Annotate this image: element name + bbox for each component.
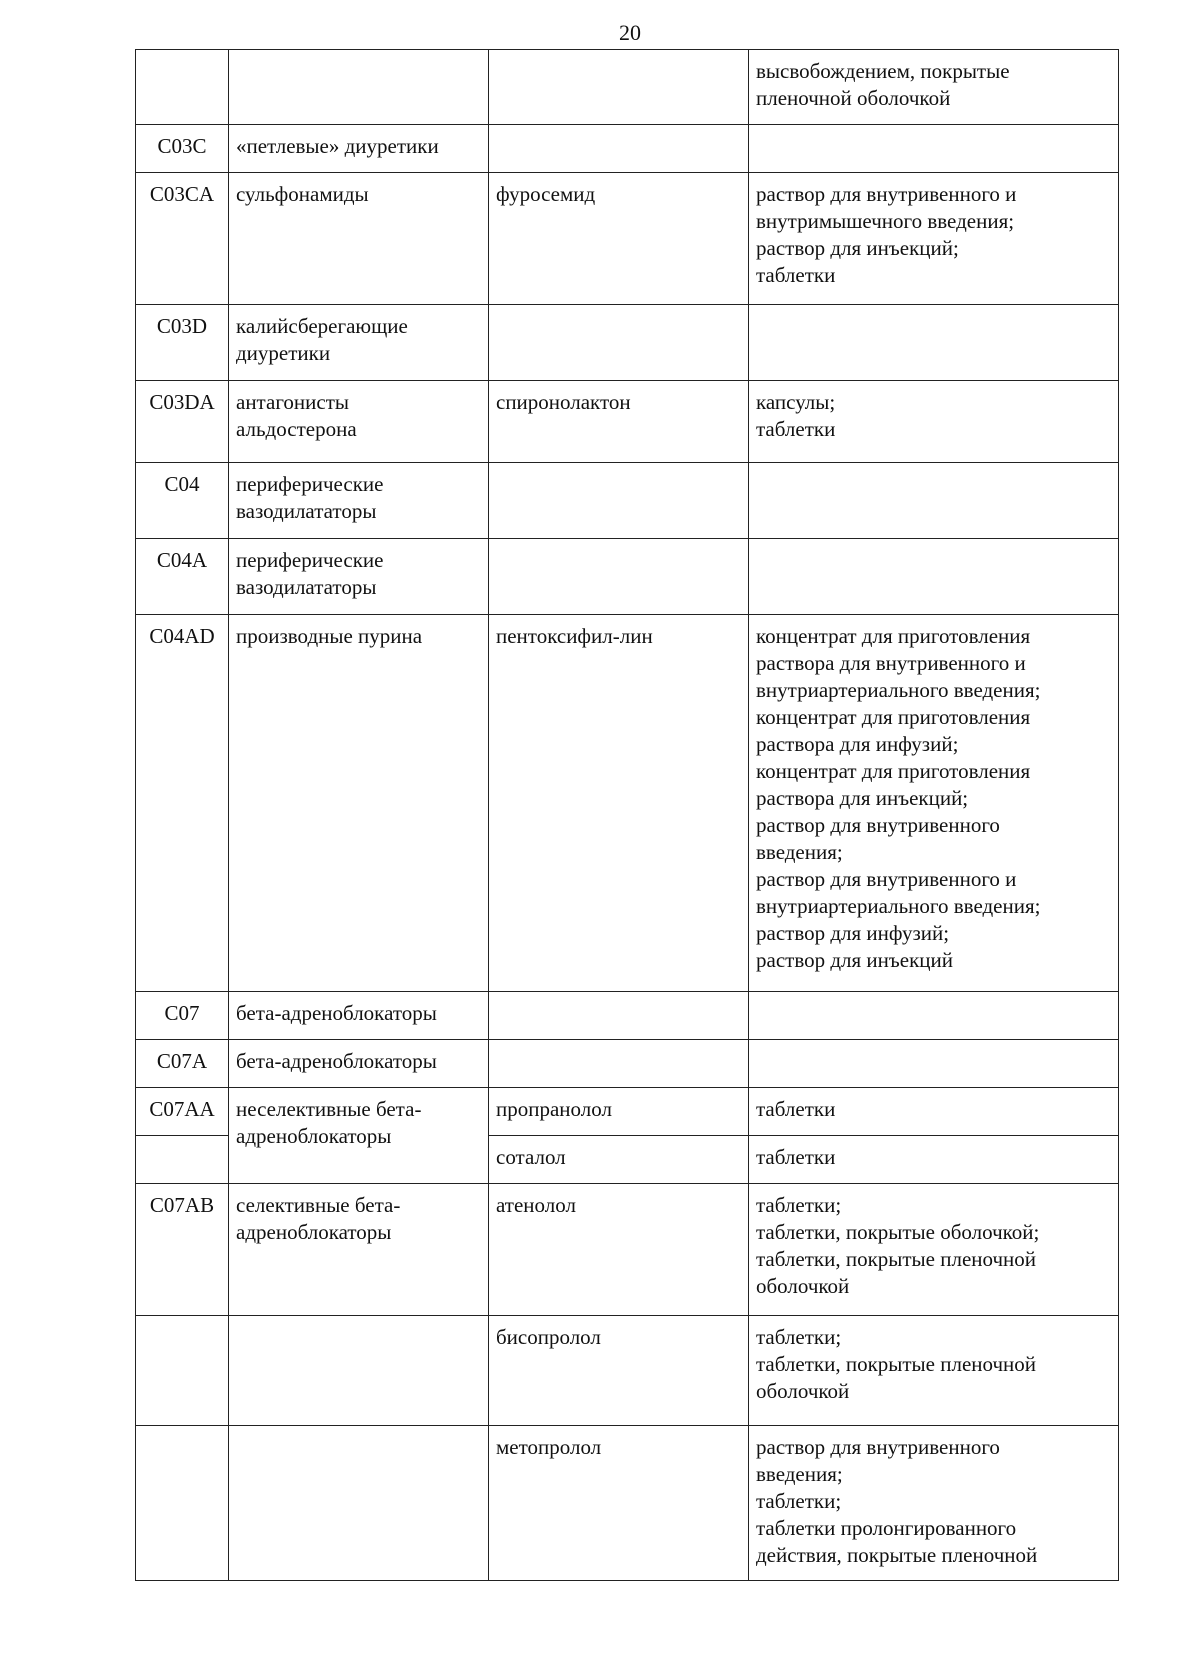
drug-cell (489, 539, 749, 615)
table-row (136, 539, 1119, 615)
group-cell: производные пурина (229, 615, 489, 992)
group-cell (229, 1426, 489, 1581)
drug-cell: фуросемид (489, 173, 749, 305)
table-row (136, 173, 1119, 305)
group-cell (229, 1316, 489, 1426)
dosage-forms-cell: таблетки; таблетки, покрытые оболочкой; таблетки, покрытые пленочной оболочкой (749, 1184, 1119, 1316)
dosage-forms-cell (749, 463, 1119, 539)
dosage-forms-cell (749, 539, 1119, 615)
group-cell: бета-адреноблокаторы (229, 992, 489, 1040)
drug-cell: соталол (489, 1136, 749, 1184)
atc-code-cell (136, 1426, 229, 1581)
atc-code-cell: C03C (136, 125, 229, 173)
drug-cell (489, 1040, 749, 1088)
table-row (136, 992, 1119, 1040)
dosage-forms-cell: концентрат для приготовления раствора для внутривенного и внутриартериального введения; концентрат для приготовления раствора для инфузий; концентрат для приготовления раствора для инъекций; раствор для внутривенного введения; раствор для внутривенного и внутриартериального введения; раствор для инфузий; раствор для инъекций (749, 615, 1119, 992)
dosage-forms-cell (749, 125, 1119, 173)
dosage-forms-cell (749, 992, 1119, 1040)
atc-code-cell: C07AA (136, 1088, 229, 1136)
atc-code-cell: C07 (136, 992, 229, 1040)
drug-cell: спиронолактон (489, 381, 749, 463)
atc-code-cell: C04A (136, 539, 229, 615)
table-row (136, 1088, 1119, 1136)
table-row (136, 1426, 1119, 1581)
table-row (136, 1184, 1119, 1316)
table-row (136, 1316, 1119, 1426)
atc-code-cell: C04 (136, 463, 229, 539)
atc-code-cell: C03D (136, 305, 229, 381)
atc-code-cell (136, 50, 229, 125)
atc-code-cell: C07A (136, 1040, 229, 1088)
group-cell: сульфонамиды (229, 173, 489, 305)
group-cell: «петлевые» диуретики (229, 125, 489, 173)
atc-code-cell (136, 1136, 229, 1184)
dosage-forms-cell: раствор для внутривенного и внутримышечного введения; раствор для инъекций; таблетки (749, 173, 1119, 305)
drug-cell: пентоксифил-лин (489, 615, 749, 992)
atc-code-cell: C03DA (136, 381, 229, 463)
drug-cell (489, 305, 749, 381)
drug-cell: атенолол (489, 1184, 749, 1316)
dosage-forms-cell: таблетки; таблетки, покрытые пленочной оболочкой (749, 1316, 1119, 1426)
page-number: 20 (619, 20, 641, 45)
group-cell: бета-адреноблокаторы (229, 1040, 489, 1088)
group-cell: периферические вазодилататоры (229, 539, 489, 615)
dosage-forms-cell: раствор для внутривенного введения; таблетки; таблетки пролонгированного действия, покрытые пленочной (749, 1426, 1119, 1581)
table-row (136, 125, 1119, 173)
table-row (136, 1040, 1119, 1088)
drug-cell: бисопролол (489, 1316, 749, 1426)
atc-code-cell: C07AB (136, 1184, 229, 1316)
dosage-forms-cell: таблетки (749, 1088, 1119, 1136)
dosage-forms-cell: таблетки (749, 1136, 1119, 1184)
drug-cell: метопролол (489, 1426, 749, 1581)
drug-cell (489, 50, 749, 125)
atc-code-cell (136, 1316, 229, 1426)
atc-code-cell: C04AD (136, 615, 229, 992)
drug-cell (489, 125, 749, 173)
atc-code-cell: C03CA (136, 173, 229, 305)
drug-cell: пропранолол (489, 1088, 749, 1136)
dosage-forms-cell (749, 305, 1119, 381)
drug-cell (489, 992, 749, 1040)
group-cell: неселективные бета- адреноблокаторы (229, 1088, 489, 1184)
table-row (136, 305, 1119, 381)
table-row (136, 381, 1119, 463)
table-row (136, 463, 1119, 539)
table-row (136, 50, 1119, 125)
dosage-forms-cell: капсулы; таблетки (749, 381, 1119, 463)
table-row (136, 615, 1119, 992)
group-cell: антагонисты альдостерона (229, 381, 489, 463)
group-cell: периферические вазодилататоры (229, 463, 489, 539)
group-cell: калийсберегающие диуретики (229, 305, 489, 381)
group-cell: селективные бета- адреноблокаторы (229, 1184, 489, 1316)
drug-cell (489, 463, 749, 539)
dosage-forms-cell: высвобождением, покрытые пленочной оболочкой (749, 50, 1119, 125)
group-cell (229, 50, 489, 125)
drug-table (135, 49, 1119, 1581)
dosage-forms-cell (749, 1040, 1119, 1088)
